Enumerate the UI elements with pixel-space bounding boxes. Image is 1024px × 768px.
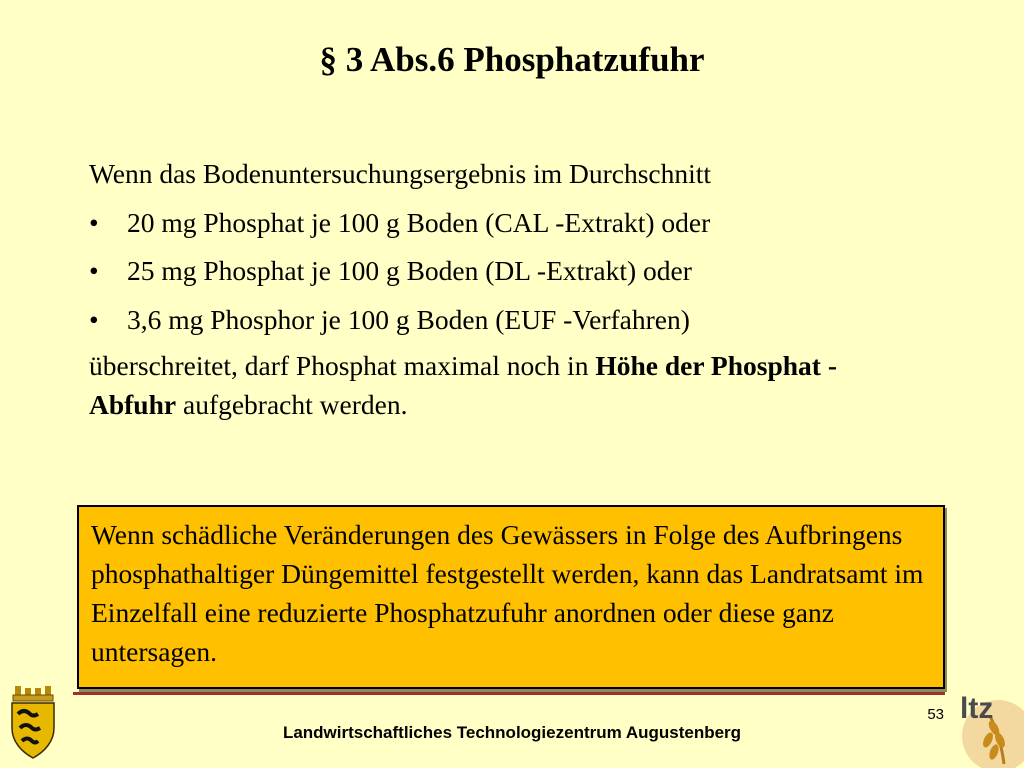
closing-lead: überschreitet, darf Phosphat maximal noch in <box>89 350 596 381</box>
slide-title: § 3 Abs.6 Phosphatzufuhr <box>319 40 705 79</box>
ltz-logo-text: ltz <box>960 692 994 725</box>
closing-text <box>89 346 889 424</box>
slide-number: 53 <box>927 706 944 723</box>
bullet-icon: • <box>89 206 99 238</box>
content-block <box>89 150 889 424</box>
bullet-icon: • <box>89 255 99 286</box>
intro-text: Wenn das Bodenuntersuchungsergebnis im Durchschnitt <box>89 158 712 189</box>
bullet-text: 25 mg Phosphat je 100 g Boden (DL -Extrakt) oder <box>127 255 692 286</box>
list-item <box>89 296 889 345</box>
highlight-box: Wenn schädliche Veränderungen des Gewässers in Folge des Aufbringens phosphathaltiger Düngemittel festgestellt werden, kann das Landratsamt im Einzelfall eine reduzierte Phosphatzufuhr anordnen oder diese ganz untersagen. <box>77 505 945 689</box>
list-item <box>89 199 889 248</box>
closing-bold: Höhe der Phosphat - Abfuhr <box>89 350 838 420</box>
bullet-icon: • <box>89 303 99 335</box>
closing-tail: aufgebracht werden. <box>176 389 408 420</box>
bullet-list <box>89 199 889 345</box>
organization-name: Landwirtschaftliches Technologiezentrum Augustenberg <box>282 723 742 742</box>
list-item <box>89 247 889 296</box>
bullet-text: 3,6 mg Phosphor je 100 g Boden (EUF -Verfahren) <box>127 303 690 335</box>
bullet-text: 20 mg Phosphat je 100 g Boden (CAL -Extrakt) oder <box>127 206 711 238</box>
ltz-logo <box>948 688 1024 768</box>
footer-divider <box>73 692 945 695</box>
